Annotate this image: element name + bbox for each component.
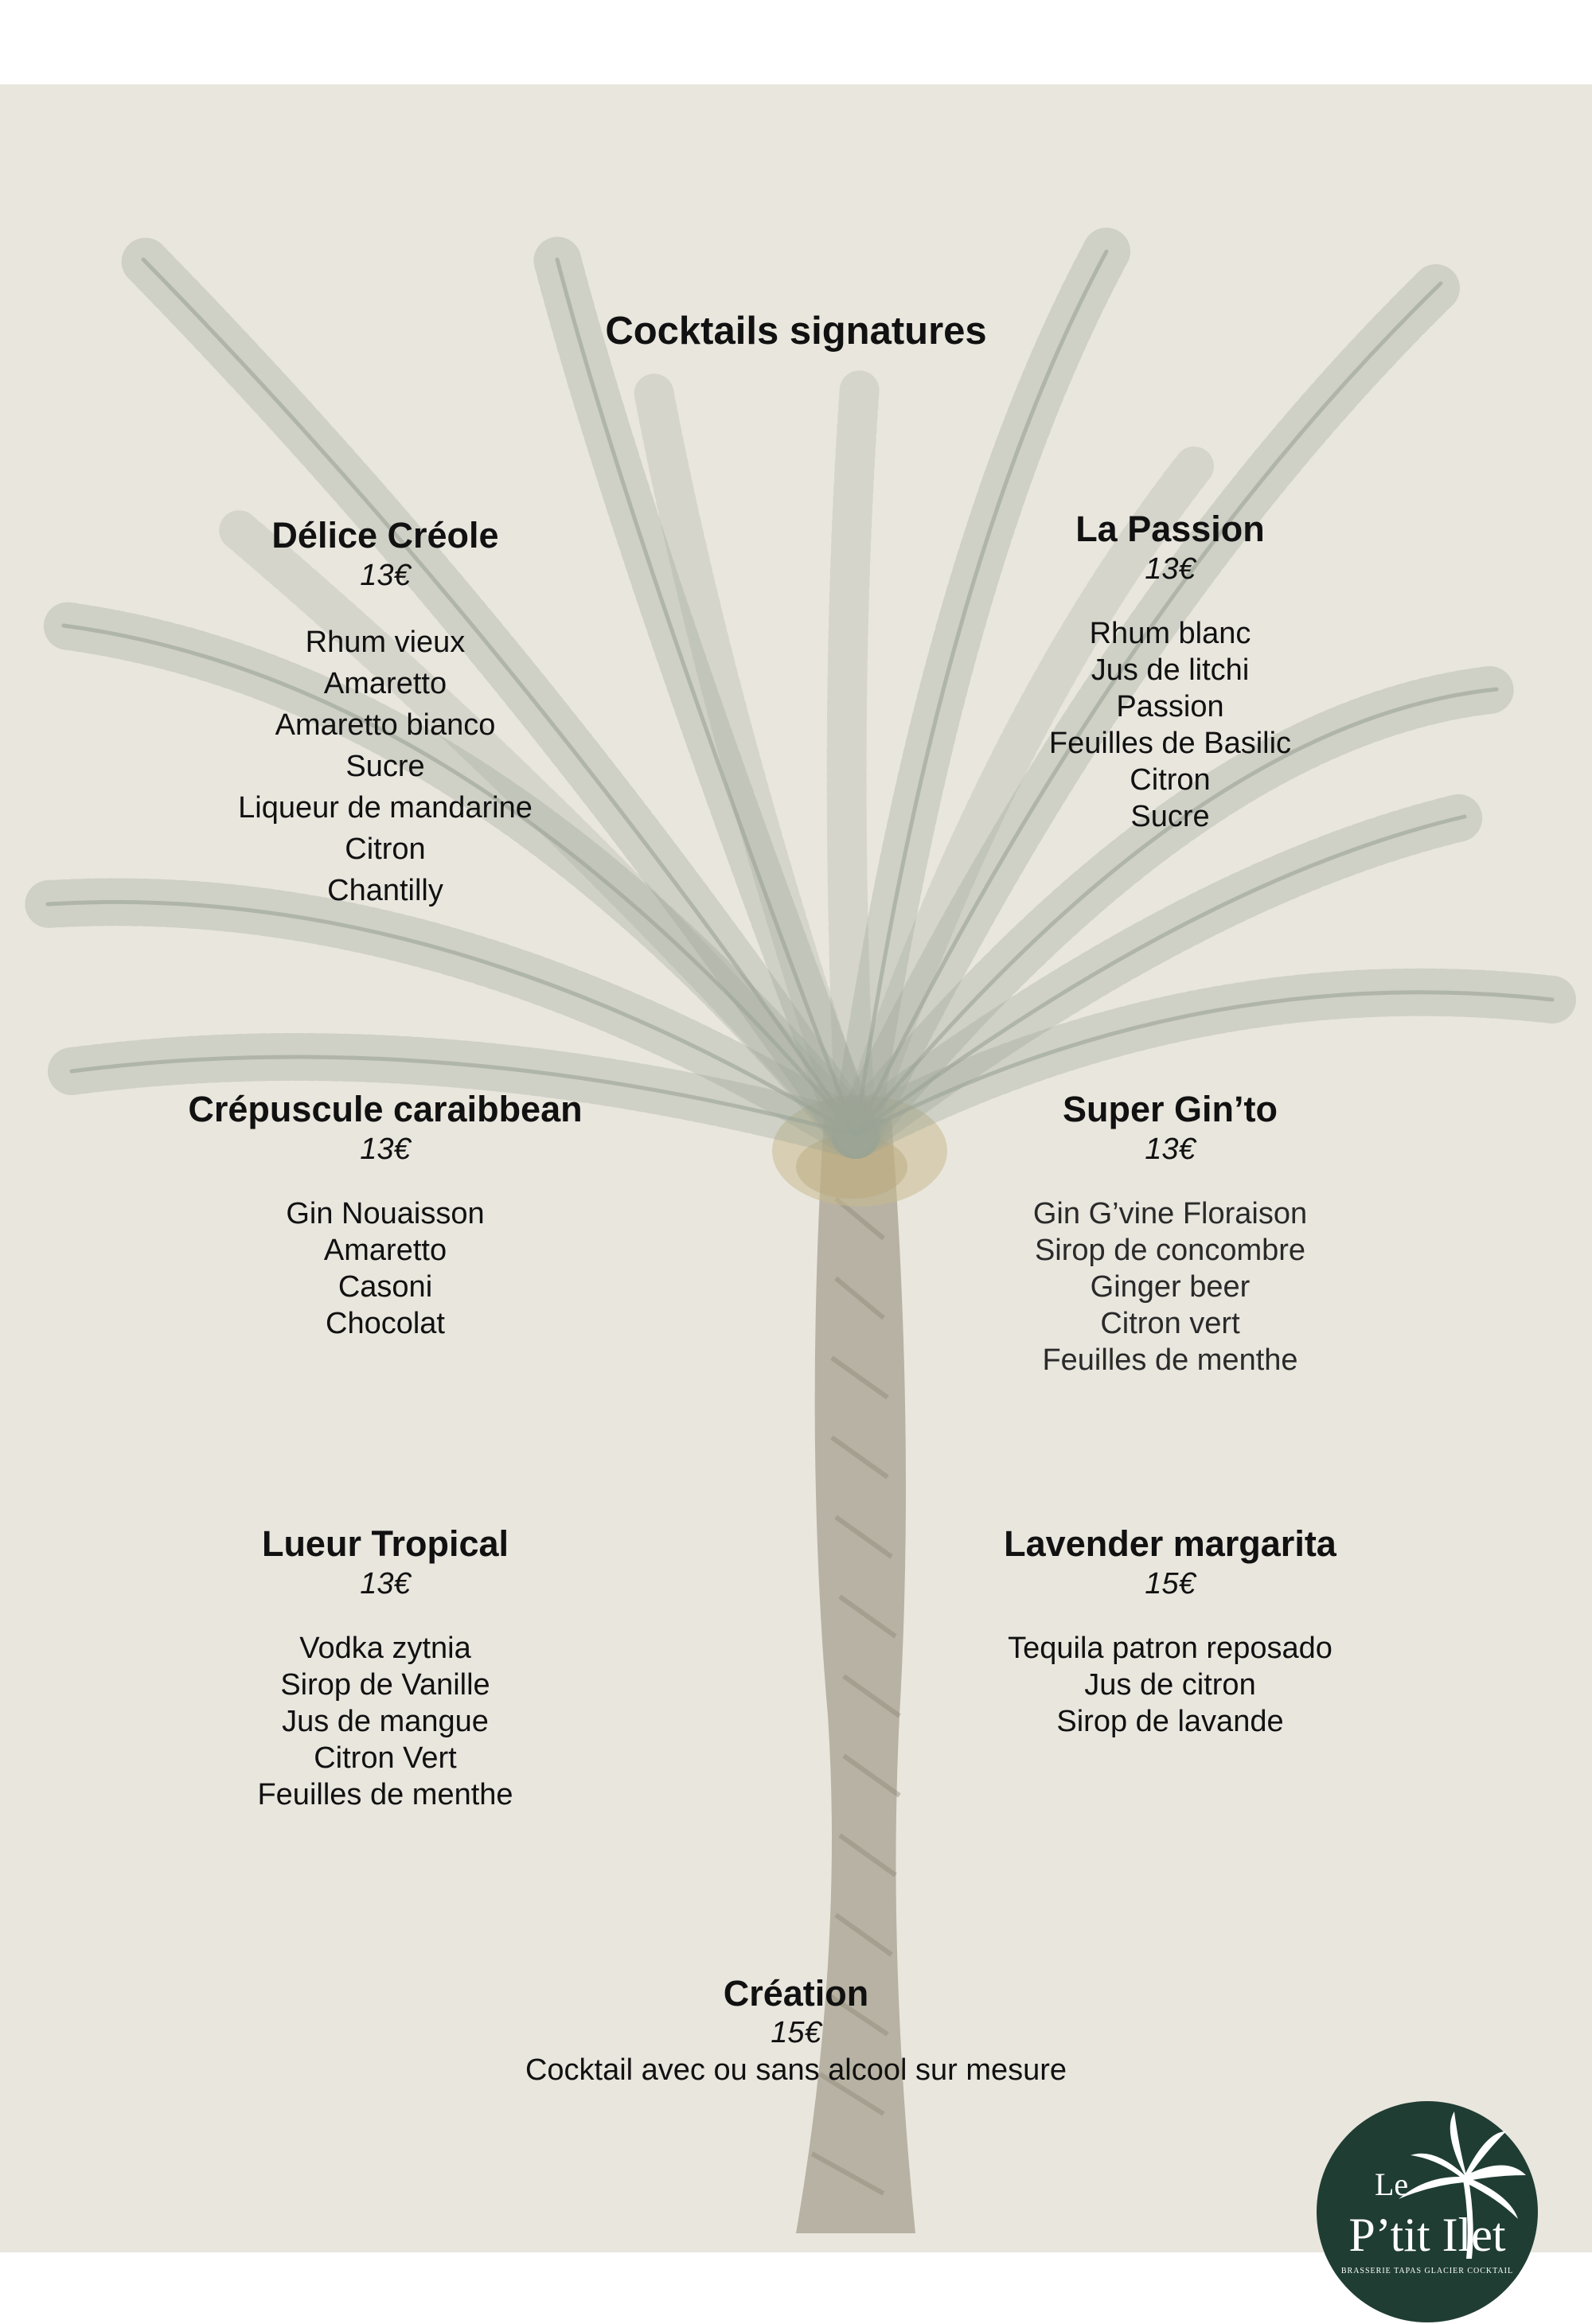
ingredient-list [1033,1195,1307,1378]
ingredient-item: Sirop de Vanille [280,1668,490,1702]
ingredient-item: Sirop de concombre [1034,1234,1306,1267]
cocktail-name: Délice Créole [271,515,499,556]
creation-name: Création [723,1973,869,2014]
menu-page [0,84,1592,2275]
cocktail-price: 13€ [1145,552,1196,586]
cocktail-name: Lavender margarita [1004,1523,1336,1564]
creation-price: 15€ [771,2016,821,2049]
cocktail-crepuscule-caraibbean [188,1089,582,1342]
logo-tagline: BRASSERIE TAPAS GLACIER COCKTAIL [1340,2267,1514,2275]
creation-description: Cocktail avec ou sans alcool sur mesure [525,2053,1067,2087]
cocktail-la-passion [1049,509,1291,835]
cocktail-name: Super Gin’to [1063,1089,1278,1129]
ingredient-item: Amaretto [323,667,447,700]
cocktail-name: La Passion [1075,509,1265,549]
restaurant-logo [1315,2100,1539,2324]
ingredient-item: Feuilles de menthe [257,1778,513,1811]
ingredient-item: Sucre [1130,800,1210,833]
cocktail-price: 13€ [1145,1133,1196,1166]
cocktail-price: 13€ [360,559,411,592]
creation-section [525,1973,1067,2089]
cocktail-name: Lueur Tropical [261,1523,509,1564]
ingredient-item: Rhum blanc [1089,617,1251,650]
logo-line2: P’tit Ilet [1348,2209,1506,2261]
ingredient-item: Amaretto [323,1234,447,1267]
ingredient-item: Gin Nouaisson [286,1197,485,1230]
ingredient-item: Citron vert [1100,1307,1240,1340]
ingredient-item: Citron [345,833,426,866]
ingredient-item: Jus de mangue [282,1705,489,1738]
ingredient-item: Jus de citron [1084,1668,1256,1702]
ingredient-item: Citron [1130,763,1211,797]
logo-line1: Le [1375,2166,1409,2202]
ingredient-item: Rhum vieux [305,626,466,659]
ingredient-list [257,1630,513,1813]
cocktail-lavender-margarita [1004,1523,1336,1740]
cocktail-name: Crépuscule caraibbean [188,1089,583,1129]
cocktail-price: 13€ [360,1567,411,1601]
cocktail-super-ginto [1033,1089,1307,1378]
ingredient-item: Feuilles de Basilic [1048,727,1292,760]
ingredient-item: Jus de litchi [1091,653,1250,687]
ingredient-list [1004,1630,1336,1740]
ingredient-item: Casoni [338,1270,433,1304]
page-title: Cocktails signatures [605,310,987,353]
ingredient-item: Feuilles de menthe [1042,1343,1298,1377]
ingredient-item: Citron Vert [314,1741,457,1775]
cocktail-delice-creole [238,515,533,911]
ingredient-list [188,1195,582,1342]
ingredient-item: Sirop de lavande [1056,1705,1284,1738]
cocktail-price: 13€ [360,1133,411,1166]
ingredient-item: Sucre [345,750,425,783]
ingredient-item: Vodka zytnia [299,1632,471,1665]
ingredient-list [238,622,533,911]
ingredient-item: Chocolat [326,1307,445,1340]
ingredient-item: Amaretto bianco [275,708,496,742]
ingredient-item: Passion [1116,690,1224,723]
ingredient-item: Ginger beer [1090,1270,1251,1304]
ingredient-item: Liqueur de mandarine [238,791,533,825]
ingredient-item: Tequila patron reposado [1008,1632,1333,1665]
cocktail-price: 15€ [1145,1567,1196,1601]
ingredient-item: Chantilly [327,874,443,907]
cocktail-lueur-tropical [257,1523,513,1813]
ingredient-list [1049,615,1291,835]
ingredient-item: Gin G’vine Floraison [1032,1197,1308,1230]
